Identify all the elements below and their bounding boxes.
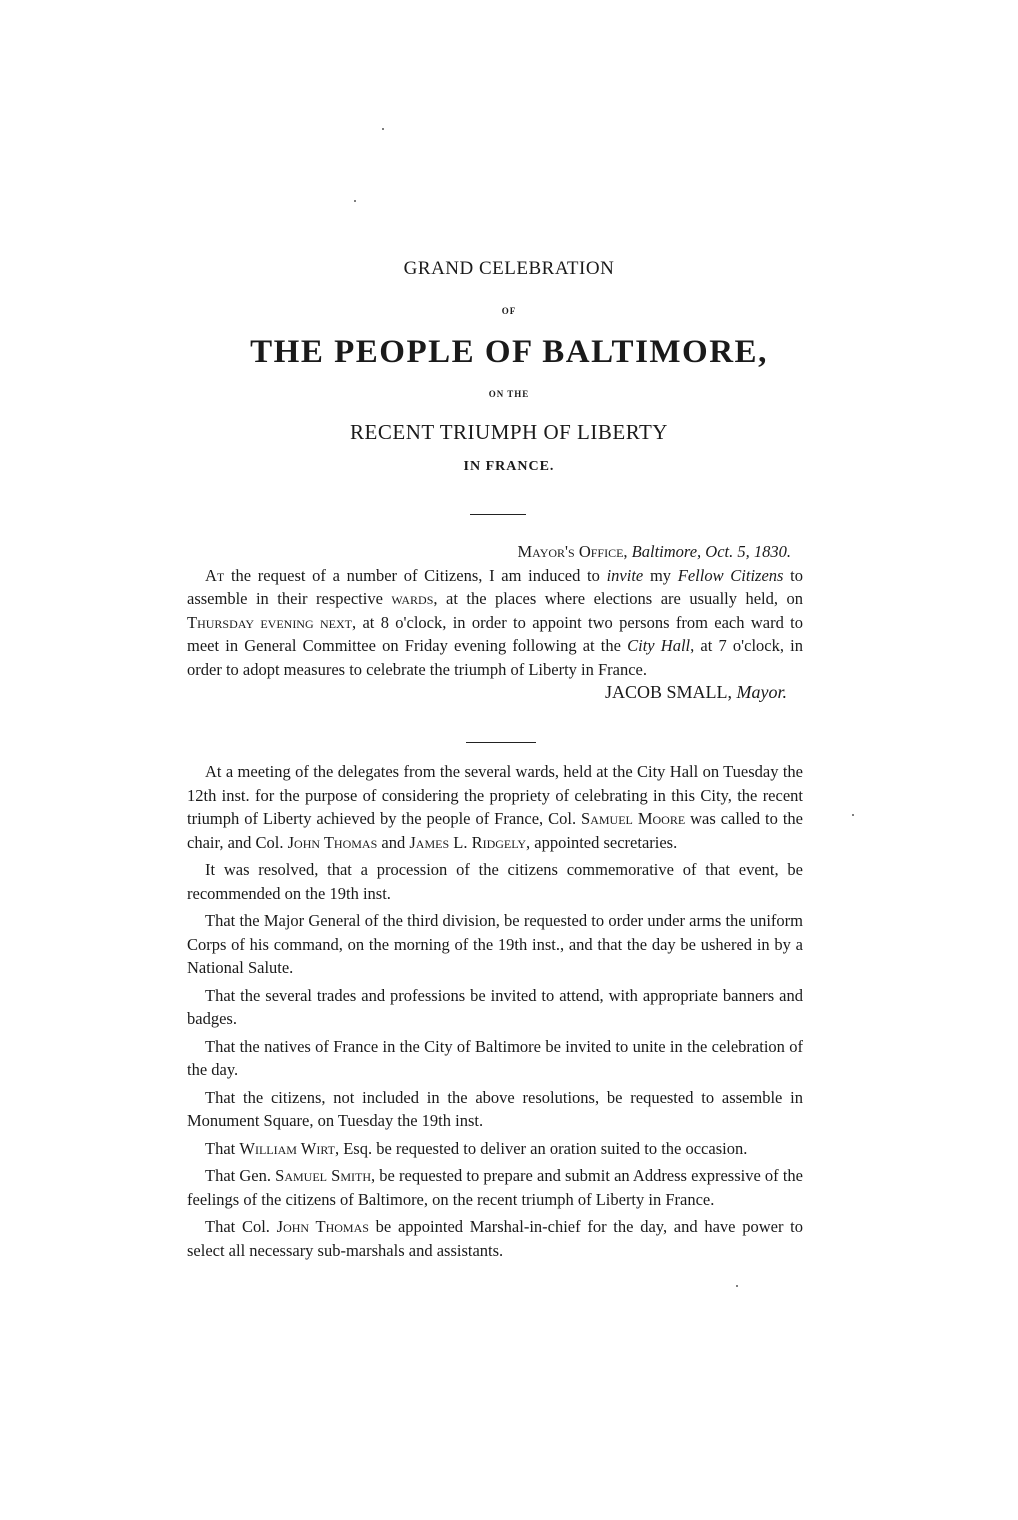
mayor-signature: JACOB SMALL, Mayor. [604, 682, 787, 702]
print-speck [852, 814, 854, 816]
resolution-monument-square: That the citizens, not included in the above resolutions, be requested to assemble in Monument Square, on Tuesday the 19th inst. [187, 1087, 803, 1130]
mayors-office: Mayor's Office, [517, 542, 628, 561]
print-speck [354, 200, 356, 202]
resolution-trades: That the several trades and professions be invited to attend, with appropriate banners and badges. [187, 985, 803, 1028]
heading-of: OF [501, 306, 517, 316]
meeting-paragraph: At a meeting of the delegates from the several wards, held at the City Hall on Tuesday the 12th inst. for the purpose of considering the propriety of celebrating in this City, the recent triumph of Liberty achieved by the people of France, Col. Samuel Moore was called to the chair, and Col. John Thomas and James L. Ridgely, appointed secretaries. [187, 762, 803, 852]
heading-in-france: IN FRANCE. [463, 459, 555, 474]
heading-people-of-baltimore: THE PEOPLE OF BALTIMORE, [250, 334, 768, 370]
heading-recent-triumph: RECENT TRIUMPH OF LIBERTY [350, 420, 668, 444]
mayor-notice [187, 540, 803, 705]
place-date: Baltimore, Oct. 5, 1830. [631, 542, 791, 561]
resolution-procession: It was resolved, that a procession of the citizens commemorative of that event, be recommended on the 19th inst. [187, 860, 803, 903]
meeting-resolutions [187, 760, 803, 1262]
resolution-natives-of-france: That the natives of France in the City of Baltimore be invited to unite in the celebration of the day. [187, 1036, 803, 1079]
section-divider [466, 742, 536, 743]
heading-grand-celebration: GRAND CELEBRATION [403, 258, 615, 279]
heading-on-the: ON THE [488, 389, 530, 399]
print-speck [736, 1285, 738, 1287]
notice-paragraph: At the request of a number of Citizens, I am induced to invite my Fellow Citizens to assemble in their respective wards, at the places where elections are usually held, on Thursday evening next, at 8 o'clock, in order to appoint two persons from each ward to meet in General Committee on Friday evening following at the City Hall, at 7 o'clock, in order to adopt measures to celebrate the triumph of Liberty in France. [187, 565, 803, 679]
resolution-salute: That the Major General of the third division, be requested to order under arms the uniform Corps of his command, on the morning of the 19th inst., and that the day be ushered in by a National Salute. [187, 911, 803, 977]
resolution-oration: That William Wirt, Esq. be requested to deliver an oration suited to the occasion. [205, 1138, 748, 1158]
resolution-marshal: That Col. John Thomas be appointed Marshal-in-chief for the day, and have power to select all necessary sub-marshals and assistants. [187, 1217, 804, 1260]
notice-dateline [187, 540, 803, 564]
print-speck [382, 128, 384, 130]
section-divider [470, 514, 526, 515]
resolution-address: That Gen. Samuel Smith, be requested to prepare and submit an Address expressive of the feelings of the citizens of Baltimore, on the recent triumph of Liberty in France. [187, 1166, 803, 1209]
